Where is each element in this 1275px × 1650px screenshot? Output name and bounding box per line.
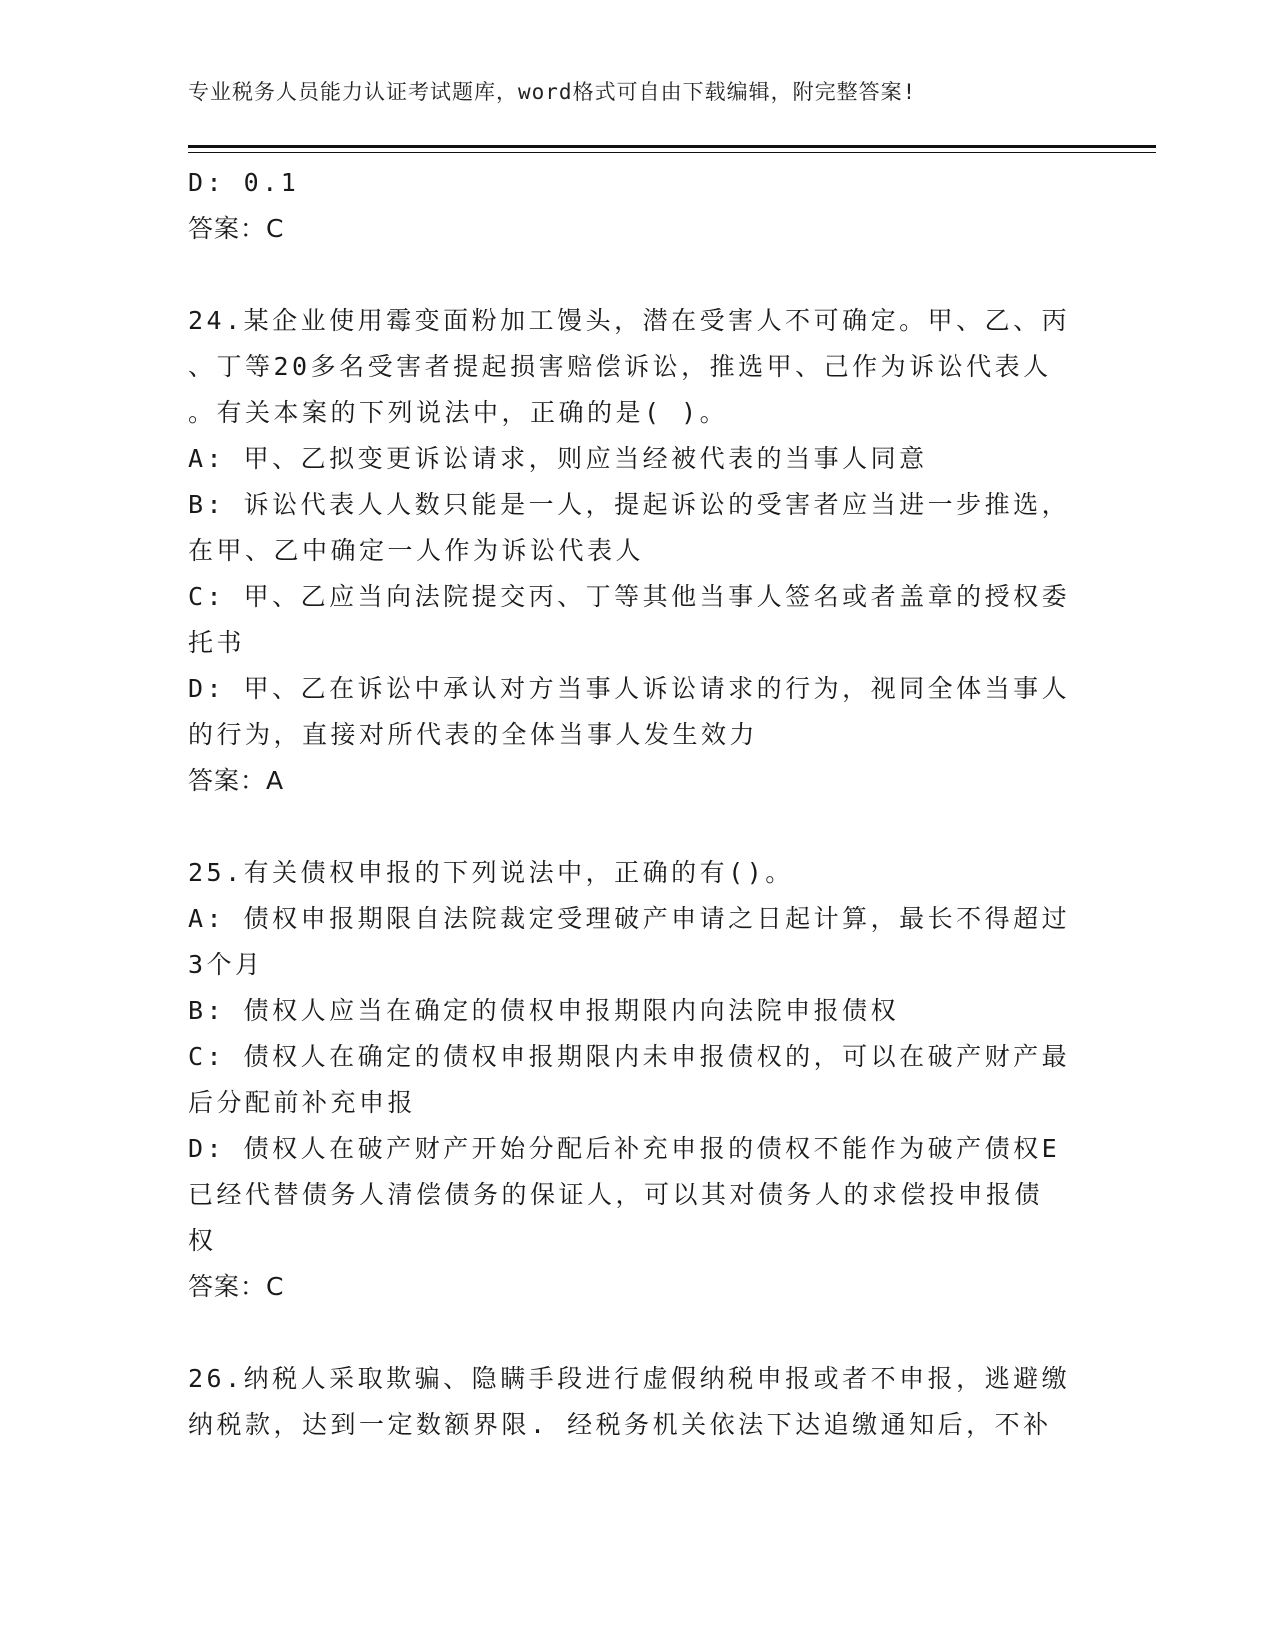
- spacer: [188, 804, 1088, 850]
- option-d-cont: 已经代替债务人清偿债务的保证人，可以其对债务人的求偿投申报债: [188, 1180, 1044, 1209]
- option-b: B: 诉讼代表人人数只能是一人，提起诉讼的受害者应当进一步推选，: [188, 490, 1071, 519]
- option-c: C: 债权人在确定的债权申报期限内未申报债权的，可以在破产财产最: [188, 1042, 1071, 1071]
- option-a-cont: 3个月: [188, 950, 264, 979]
- option-c: C: 甲、乙应当向法院提交丙、丁等其他当事人签名或者盖章的授权委: [188, 582, 1071, 611]
- answer: 答案：A: [188, 766, 285, 795]
- option-b-cont: 在甲、乙中确定一人作为诉讼代表人: [188, 536, 645, 565]
- option-d: D: 债权人在破产财产开始分配后补充申报的债权不能作为破产债权E: [188, 1134, 1061, 1163]
- option-a: A: 甲、乙拟变更诉讼请求，则应当经被代表的当事人同意: [188, 444, 928, 473]
- answer: 答案：C: [188, 214, 285, 243]
- question-stem: 25.有关债权申报的下列说法中，正确的有()。: [188, 858, 794, 887]
- question-stem: 。有关本案的下列说法中，正确的是( )。: [188, 398, 729, 427]
- option-d-cont: 的行为，直接对所代表的全体当事人发生效力: [188, 720, 759, 749]
- question-stem: 26.纳税人采取欺骗、隐瞒手段进行虚假纳税申报或者不申报，逃避缴: [188, 1364, 1071, 1393]
- option-b: B: 债权人应当在确定的债权申报期限内向法院申报债权: [188, 996, 900, 1025]
- option-d-cont: 权: [188, 1226, 217, 1255]
- header-divider-thick: [188, 145, 1156, 148]
- question-25: [188, 850, 1088, 1310]
- answer: 答案：C: [188, 1272, 285, 1301]
- page-header: 专业税务人员能力认证考试题库，word格式可自由下载编辑，附完整答案!: [188, 80, 917, 104]
- question-24: [188, 298, 1088, 804]
- option-a: A: 债权申报期限自法院裁定受理破产申请之日起计算，最长不得超过: [188, 904, 1071, 933]
- spacer: [188, 1310, 1088, 1356]
- question-content: [188, 160, 1088, 1448]
- question-26: [188, 1356, 1088, 1448]
- header-divider-thin: [188, 152, 1156, 153]
- question-stem: 24.某企业使用霉变面粉加工馒头，潜在受害人不可确定。甲、乙、丙: [188, 306, 1071, 335]
- option-d: D: 甲、乙在诉讼中承认对方当事人诉讼请求的行为，视同全体当事人: [188, 674, 1071, 703]
- option-c-cont: 托书: [188, 628, 246, 657]
- question-stem: 纳税款，达到一定数额界限. 经税务机关依法下达追缴通知后，不补: [188, 1410, 1052, 1439]
- option-c-cont: 后分配前补充申报: [188, 1088, 417, 1117]
- spacer: [188, 252, 1088, 298]
- option-d: D: 0.1: [188, 168, 300, 197]
- question-stem: 、丁等20多名受害者提起损害赔偿诉讼，推选甲、己作为诉讼代表人: [188, 352, 1052, 381]
